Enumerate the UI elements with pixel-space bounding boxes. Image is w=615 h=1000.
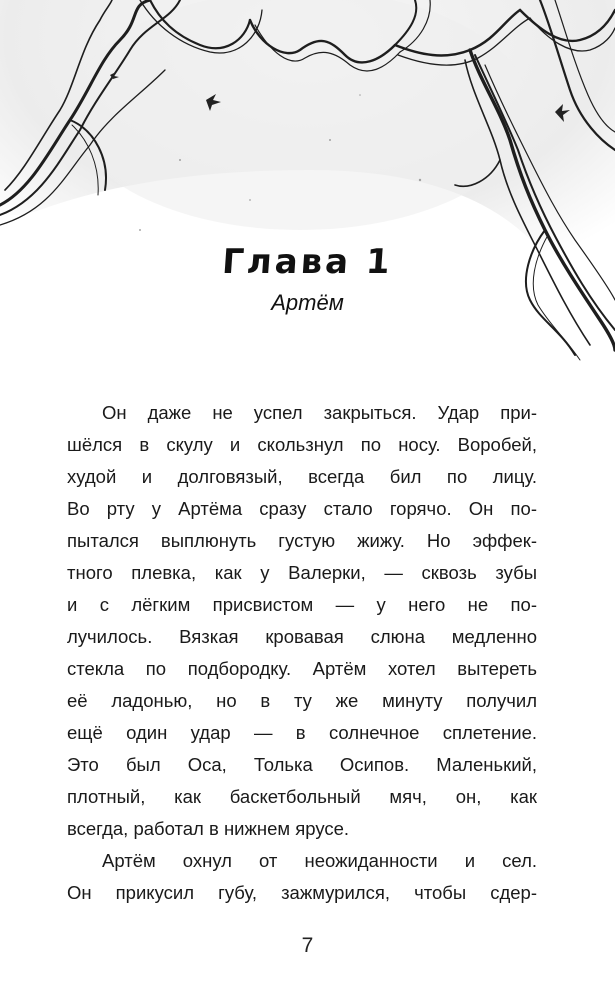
text-line: лучилось. Вязкая кровавая слюна медленно (67, 626, 537, 647)
paragraph (67, 397, 537, 845)
body-text (67, 397, 537, 909)
vines-illustration (0, 0, 615, 380)
text-line: Артём охнул от неожиданности и сел. (102, 850, 537, 871)
text-line: и с лёгким присвистом — у него не по- (67, 594, 537, 615)
text-line: плотный, как баскетбольный мяч, он, как (67, 786, 537, 807)
text-line: Он прикусил губу, зажмурился, чтобы сдер- (67, 882, 537, 903)
text-line: пытался выплюнуть густую жижу. Но эффек- (67, 530, 537, 551)
text-line: Это был Оса, Толька Осипов. Маленький, (67, 754, 537, 775)
text-line: тного плевка, как у Валерки, — сквозь зубы (67, 562, 537, 583)
text-line: Во рту у Артёма сразу стало горячо. Он по- (67, 498, 537, 519)
text-line: ещё один удар — в солнечное сплетение. (67, 722, 537, 743)
chapter-title: Глава 1 (220, 242, 395, 282)
text-line: худой и долговязый, всегда бил по лицу. (67, 466, 537, 487)
chapter-subtitle: Артём (271, 290, 344, 315)
text-line: Он даже не успел закрыться. Удар при- (102, 402, 537, 423)
paragraph (67, 845, 537, 909)
text-line: стекла по подбородку. Артём хотел вытереть (67, 658, 537, 679)
text-line: шёлся в скулу и скользнул по носу. Воробей, (67, 434, 537, 455)
text-line: всегда, работал в нижнем ярусе. (67, 818, 350, 839)
page-number: 7 (301, 934, 314, 957)
text-line: её ладонью, но в ту же минуту получил (67, 690, 537, 711)
